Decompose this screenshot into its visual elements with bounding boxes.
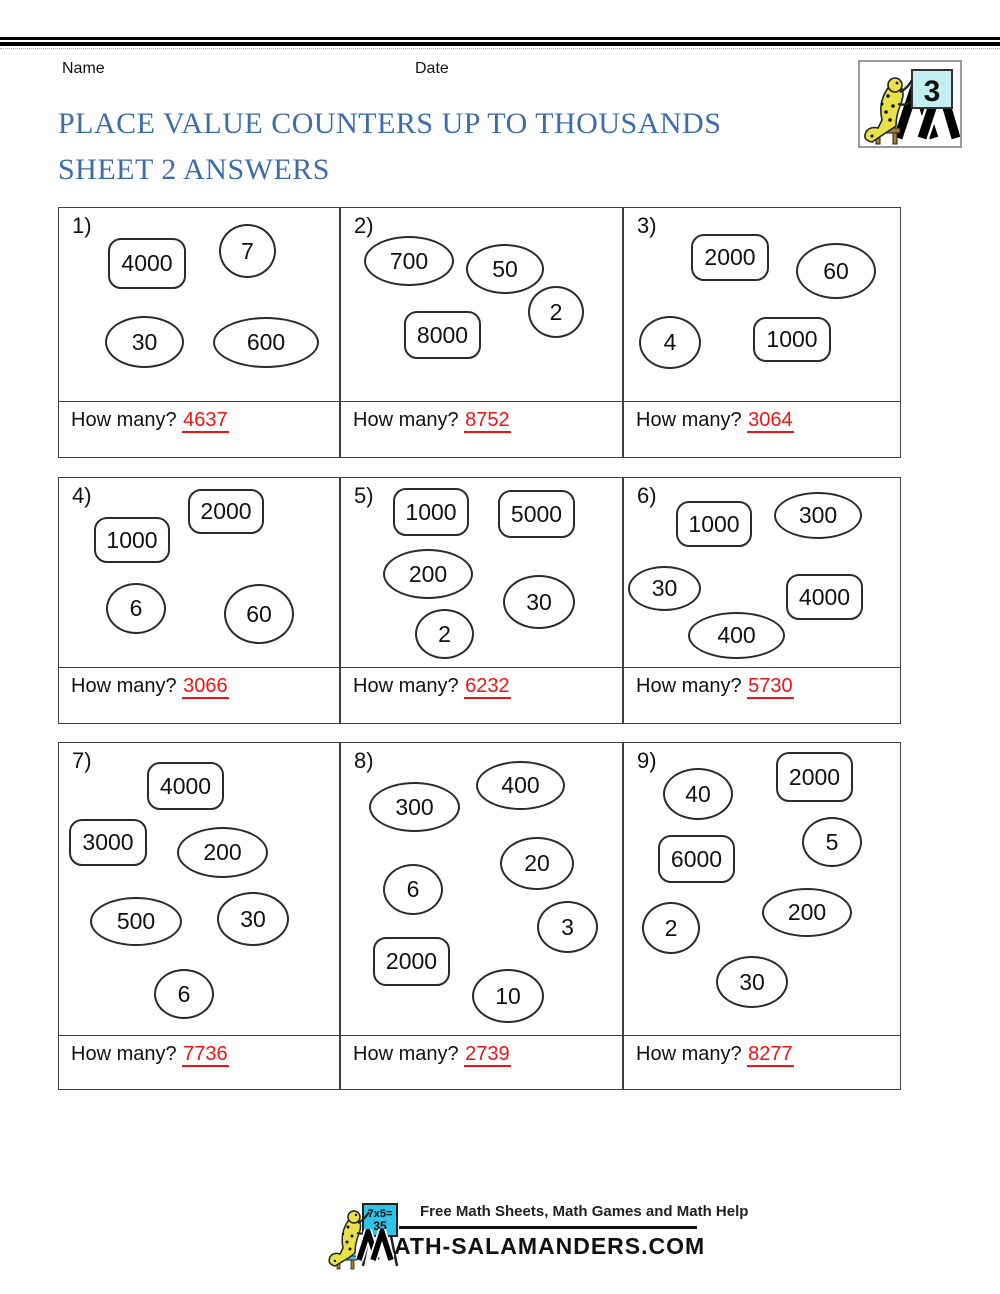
how-many-label: How many?: [353, 675, 465, 697]
answer-area: [59, 667, 339, 723]
place-value-counter: 50: [466, 244, 544, 294]
place-value-counter: 30: [628, 566, 701, 611]
counter-area: [624, 478, 900, 668]
how-many-label: How many?: [353, 1043, 465, 1065]
how-many-question: [71, 409, 229, 432]
page-title-line1: PLACE VALUE COUNTERS UP TO THOUSANDS: [58, 107, 722, 140]
place-value-counter: 2000: [776, 752, 853, 802]
site-logo-badge: [858, 60, 962, 148]
counter-area: [59, 743, 339, 1036]
place-value-counter: 10: [472, 969, 544, 1023]
place-value-counter: 2000: [188, 489, 264, 534]
page-title-line2: SHEET 2 ANSWERS: [58, 153, 330, 186]
problem-number: 7): [72, 748, 92, 773]
problem-number: 6): [637, 483, 657, 508]
salamander-logo-icon: [860, 62, 960, 146]
answer-value: 8752: [465, 409, 510, 431]
how-many-question: [353, 675, 511, 698]
place-value-counter: 60: [796, 243, 876, 299]
how-many-question: [353, 409, 511, 432]
place-value-counter: 1000: [393, 488, 469, 536]
problem-number: 9): [637, 748, 657, 773]
place-value-counter: 3: [537, 901, 598, 953]
top-divider-rule: [0, 37, 1000, 46]
answer-value: 3066: [183, 675, 228, 697]
how-many-label: How many?: [71, 675, 183, 697]
answer-value: 4637: [183, 409, 228, 431]
place-value-counter: 4000: [108, 238, 186, 289]
place-value-counter: 5000: [498, 490, 575, 538]
place-value-counter: 400: [688, 612, 785, 659]
place-value-counter: 2000: [691, 234, 769, 281]
place-value-counter: 40: [663, 768, 733, 820]
problem-box-7: [58, 742, 340, 1090]
answer-area: [624, 1035, 900, 1089]
place-value-counter: 200: [177, 827, 268, 878]
how-many-question: [353, 1043, 511, 1066]
problem-box-5: [340, 477, 623, 724]
place-value-counter: 30: [503, 575, 575, 629]
problem-number: 8): [354, 748, 374, 773]
wordmark-m-icon: [356, 1229, 394, 1261]
problem-box-8: [340, 742, 623, 1090]
answer-value: 2739: [465, 1043, 510, 1065]
counter-area: [624, 208, 900, 402]
place-value-counter: 4000: [786, 574, 863, 620]
how-many-label: How many?: [71, 409, 183, 431]
place-value-counter: 4: [639, 316, 701, 369]
answer-value: 3064: [748, 409, 793, 431]
place-value-counter: 400: [476, 761, 565, 810]
footer-tagline: Free Math Sheets, Math Games and Math Help: [420, 1203, 749, 1220]
grade-number-text: 3: [923, 75, 941, 108]
place-value-counter: 6000: [658, 835, 735, 883]
wordmark-text: ATH-SALAMANDERS.COM: [394, 1233, 706, 1259]
place-value-counter: 30: [716, 956, 788, 1008]
answer-area: [624, 401, 900, 457]
place-value-counter: 6: [383, 864, 443, 915]
name-label: Name: [62, 60, 105, 77]
problem-box-4: [58, 477, 340, 724]
how-many-question: [636, 1043, 794, 1066]
how-many-question: [71, 1043, 229, 1066]
place-value-counter: 6: [154, 969, 214, 1019]
counter-area: [624, 743, 900, 1036]
problem-number: 3): [637, 213, 657, 238]
date-label: Date: [415, 60, 449, 77]
place-value-counter: 1000: [676, 501, 752, 547]
top-dotted-rule: [0, 48, 1000, 49]
counter-area: [341, 743, 622, 1036]
how-many-label: How many?: [353, 409, 465, 431]
how-many-label: How many?: [636, 675, 748, 697]
place-value-counter: 30: [217, 892, 289, 946]
counter-area: [341, 208, 622, 402]
problem-box-2: [340, 207, 623, 458]
place-value-counter: 8000: [404, 311, 481, 359]
place-value-counter: 3000: [69, 819, 147, 866]
how-many-label: How many?: [71, 1043, 183, 1065]
place-value-counter: 2: [528, 286, 584, 338]
counter-area: [59, 478, 339, 668]
answer-area: [341, 1035, 622, 1089]
answer-value: 7736: [183, 1043, 228, 1065]
how-many-label: How many?: [636, 409, 748, 431]
place-value-counter: 4000: [147, 762, 224, 810]
problem-box-6: [623, 477, 901, 724]
answer-value: 6232: [465, 675, 510, 697]
place-value-counter: 2: [415, 609, 474, 659]
answer-area: [341, 401, 622, 457]
how-many-question: [71, 675, 229, 698]
place-value-counter: 7: [219, 224, 276, 278]
counter-area: [59, 208, 339, 402]
problem-box-9: [623, 742, 901, 1090]
place-value-counter: 500: [90, 897, 182, 946]
place-value-counter: 1000: [94, 517, 170, 563]
answer-value: 5730: [748, 675, 793, 697]
place-value-counter: 5: [802, 817, 862, 867]
how-many-question: [636, 409, 794, 432]
place-value-counter: 600: [213, 317, 319, 368]
answer-value: 8277: [748, 1043, 793, 1065]
place-value-counter: 700: [364, 236, 454, 286]
board-equation-line2: 35: [373, 1219, 387, 1233]
problem-number: 2): [354, 213, 374, 238]
place-value-counter: 200: [762, 888, 852, 937]
place-value-counter: 2000: [373, 937, 450, 986]
place-value-counter: 300: [774, 492, 862, 539]
place-value-counter: 200: [383, 549, 473, 599]
place-value-counter: 60: [224, 584, 294, 644]
problem-number: 4): [72, 483, 92, 508]
answer-area: [59, 401, 339, 457]
place-value-counter: 1000: [753, 317, 831, 362]
place-value-counter: 30: [105, 316, 184, 368]
counter-area: [341, 478, 622, 668]
how-many-label: How many?: [636, 1043, 748, 1065]
place-value-counter: 20: [500, 837, 574, 890]
problem-box-1: [58, 207, 340, 458]
how-many-question: [636, 675, 794, 698]
place-value-counter: 2: [642, 902, 700, 954]
place-value-counter: 300: [369, 782, 460, 832]
problem-number: 1): [72, 213, 92, 238]
board-equation-line1: 7x5=: [367, 1208, 393, 1220]
problem-number: 5): [354, 483, 374, 508]
problem-box-3: [623, 207, 901, 458]
answer-area: [59, 1035, 339, 1089]
footer-wordmark: [356, 1229, 705, 1261]
answer-area: [624, 667, 900, 723]
place-value-counter: 6: [106, 583, 166, 634]
page-title: [58, 101, 721, 193]
answer-area: [341, 667, 622, 723]
